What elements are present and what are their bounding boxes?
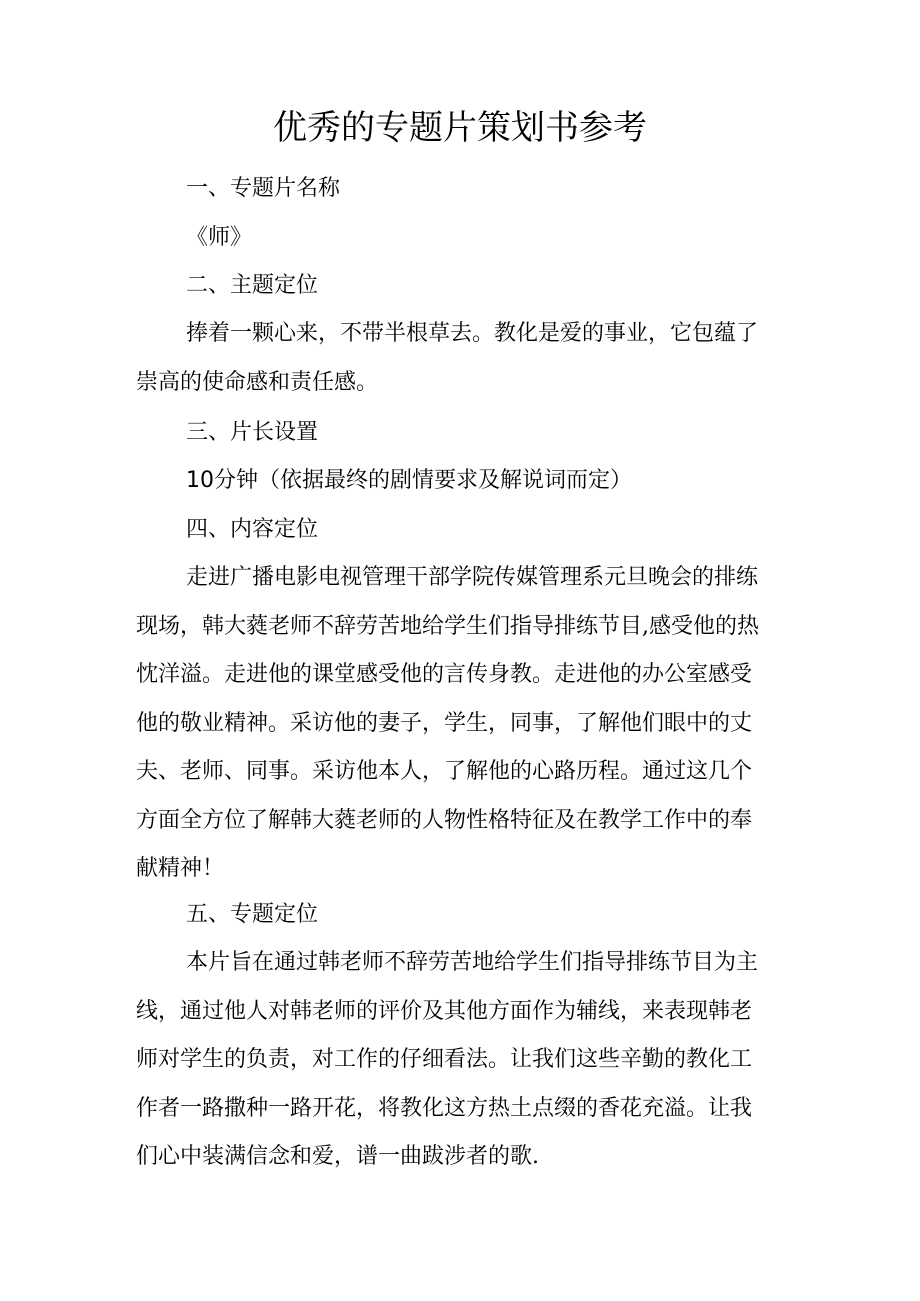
- section-4-line: 他的敬业精神。采访他的妻子，学生，同事，了解他们眼中的丈: [136, 710, 753, 736]
- section-2-heading: 二、主题定位: [186, 273, 319, 298]
- section-4-line: 献精神！: [136, 856, 225, 881]
- section-2-body: [136, 310, 796, 407]
- section-3-heading: 三、片长设置: [186, 420, 319, 445]
- section-5-line: 本片旨在通过韩老师不辞劳苦地给学生们指导排练节目为主: [186, 950, 759, 975]
- section-1-body: 《师》: [186, 225, 253, 250]
- duration-text: 分钟（依据最终的剧情要求及解说词而定）: [214, 468, 633, 493]
- section-4-line: 现场，韩大蕤老师不辞劳苦地给学生们指导排练节目,感受他的热: [136, 613, 759, 639]
- section-4-body: [136, 554, 796, 894]
- section-1-heading: 一、专题片名称: [186, 176, 341, 201]
- section-5-line: 线，通过他人对韩老师的评价及其他方面作为辅线，来表现韩老: [136, 998, 753, 1024]
- section-4-line: 忱洋溢。走进他的课堂感受他的言传身教。走进他的办公室感受: [136, 662, 753, 687]
- section-2-line: 崇高的使命感和责任感。: [136, 369, 379, 395]
- section-2-line: 捧着一颗心来，不带半根草去。教化是爱的事业，它包蕴了: [186, 321, 759, 346]
- section-5-body: [136, 939, 796, 1182]
- section-5-heading: 五、专题定位: [186, 902, 319, 927]
- section-4-line: 走进广播电影电视管理干部学院传媒管理系元旦晚会的排练: [186, 565, 759, 590]
- section-4-line: 方面全方位了解韩大蕤老师的人物性格特征及在教学工作中的奉: [136, 807, 753, 833]
- section-5-line: 作者一路撒种一路开花，将教化这方热土点缀的香花充溢。让我: [136, 1095, 753, 1121]
- section-3-body: [186, 457, 846, 506]
- document-title: 优秀的专题片策划书参考: [273, 108, 647, 148]
- section-5-line: 们心中装满信念和爱，谱一曲跋涉者的歌.: [136, 1144, 539, 1169]
- section-4-heading: 四、内容定位: [186, 517, 319, 542]
- duration-number: 10: [186, 468, 214, 493]
- section-4-line: 夫、老师、同事。采访他本人，了解他的心路历程。通过这几个: [136, 759, 753, 784]
- section-5-line: 师对学生的负责，对工作的仔细看法。让我们这些辛勤的教化工: [136, 1047, 753, 1072]
